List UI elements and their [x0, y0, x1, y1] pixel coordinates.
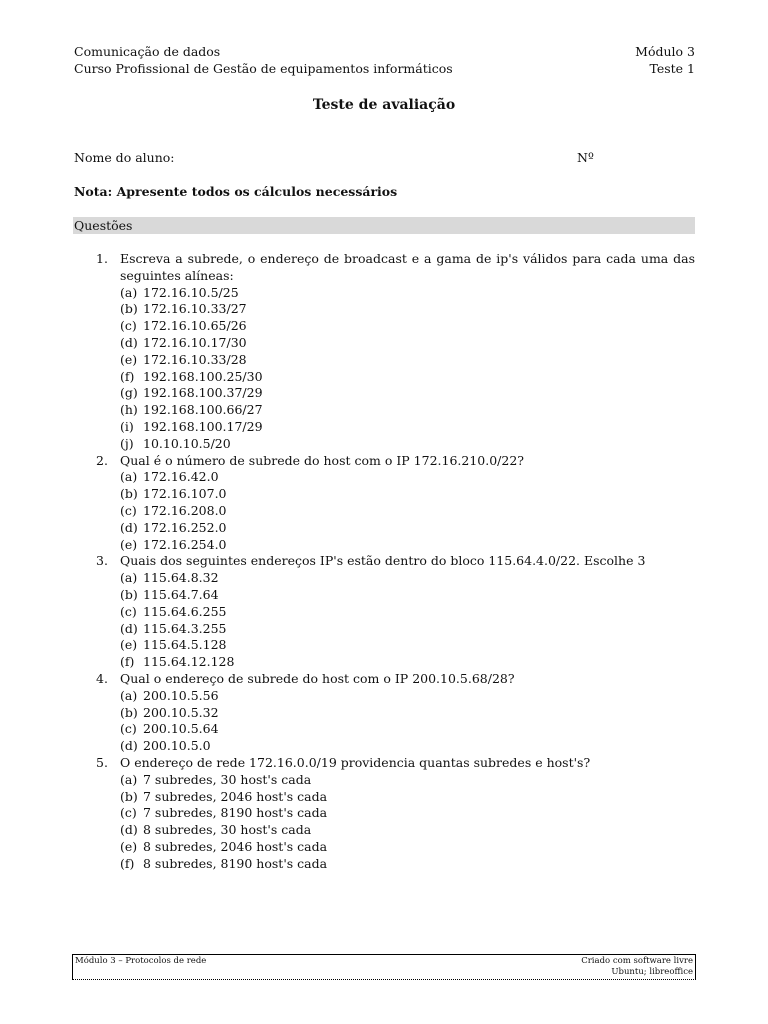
option-text: 7 subredes, 8190 host's cada — [143, 805, 328, 821]
course-name: Curso Profissional de Gestão de equipamentos informáticos — [74, 60, 453, 76]
answer-option — [120, 570, 695, 587]
option-label: (c) — [120, 318, 137, 334]
option-text: 172.16.10.33/28 — [143, 351, 247, 367]
footer-credit-line: Ubuntu; libreoffice — [611, 967, 693, 977]
option-text: 115.64.5.128 — [143, 637, 227, 653]
option-text: 10.10.10.5/20 — [143, 435, 231, 451]
answer-option — [120, 285, 695, 302]
option-label: (f) — [120, 368, 135, 384]
answer-option — [120, 369, 695, 386]
option-text: 8 subredes, 8190 host's cada — [143, 855, 328, 871]
option-label: (d) — [120, 822, 138, 838]
answer-option — [120, 335, 695, 352]
question-item — [74, 755, 695, 873]
option-label: (h) — [120, 402, 138, 418]
option-label: (a) — [120, 771, 138, 787]
option-text: 172.16.107.0 — [143, 486, 227, 502]
answer-option — [120, 856, 695, 873]
question-item — [74, 671, 695, 755]
question-number: 5. — [96, 754, 108, 770]
answer-option — [120, 789, 695, 806]
option-text: 115.64.12.128 — [143, 654, 235, 670]
answer-option — [120, 688, 695, 705]
option-label: (b) — [120, 301, 138, 317]
option-label: (a) — [120, 687, 138, 703]
answer-option — [120, 772, 695, 789]
option-label: (e) — [120, 637, 138, 653]
option-label: (b) — [120, 486, 138, 502]
option-text: 172.16.42.0 — [143, 469, 219, 485]
question-text: Escreva a subrede, o endereço de broadcast e a gama de ip's válidos para cada uma das seguintes alíneas: — [120, 251, 695, 283]
option-label: (c) — [120, 603, 137, 619]
option-text: 8 subredes, 30 host's cada — [143, 822, 312, 838]
answer-option — [120, 385, 695, 402]
answer-option — [120, 301, 695, 318]
answer-option — [120, 822, 695, 839]
option-text: 192.168.100.17/29 — [143, 418, 263, 434]
question-text: O endereço de rede 172.16.0.0/19 providencia quantas subredes e host's? — [120, 754, 591, 770]
question-text: Quais dos seguintes endereços IP's estão dentro do bloco 115.64.4.0/22. Escolhe 3 — [120, 553, 646, 569]
answer-option — [120, 419, 695, 436]
option-text: 172.16.208.0 — [143, 502, 227, 518]
question-number: 1. — [96, 251, 108, 266]
answer-option — [120, 436, 695, 453]
option-label: (j) — [120, 435, 134, 451]
answer-option — [120, 604, 695, 621]
answer-option — [120, 587, 695, 604]
footer-credits — [581, 956, 693, 978]
option-text: 8 subredes, 2046 host's cada — [143, 838, 328, 854]
option-label: (d) — [120, 738, 138, 754]
question-number: 2. — [96, 452, 108, 468]
option-label: (i) — [120, 418, 134, 434]
option-label: (f) — [120, 855, 135, 871]
question-text: Qual o endereço de subrede do host com o IP 200.10.5.68/28? — [120, 670, 515, 686]
option-text: 172.16.252.0 — [143, 519, 227, 535]
option-label: (e) — [120, 838, 138, 854]
question-number: 4. — [96, 670, 108, 686]
option-text: 200.10.5.56 — [143, 687, 219, 703]
option-label: (d) — [120, 334, 138, 350]
option-label: (b) — [120, 586, 138, 602]
option-label: (a) — [120, 469, 138, 485]
answer-option — [120, 402, 695, 419]
option-label: (c) — [120, 805, 137, 821]
student-info — [74, 150, 695, 165]
test-label: Teste 1 — [649, 60, 695, 76]
answer-option — [120, 503, 695, 520]
answer-option — [120, 469, 695, 486]
option-text: 7 subredes, 2046 host's cada — [143, 788, 328, 804]
option-text: 200.10.5.32 — [143, 704, 219, 720]
option-label: (a) — [120, 284, 138, 300]
option-text: 172.16.10.65/26 — [143, 318, 247, 334]
option-label: (g) — [120, 385, 138, 401]
section-header: Questões — [73, 217, 695, 234]
question-text: Qual é o número de subrede do host com o IP 172.16.210.0/22? — [120, 452, 524, 468]
option-label: (b) — [120, 704, 138, 720]
answer-option — [120, 721, 695, 738]
answer-option — [120, 318, 695, 335]
option-label: (e) — [120, 536, 138, 552]
option-label: (c) — [120, 502, 137, 518]
answer-option — [120, 654, 695, 671]
answer-option — [120, 738, 695, 755]
option-label: (d) — [120, 519, 138, 535]
option-text: 192.168.100.37/29 — [143, 385, 263, 401]
answer-option — [120, 805, 695, 822]
course-subject: Comunicação de dados — [74, 44, 221, 59]
option-text: 200.10.5.64 — [143, 721, 219, 737]
answer-option — [120, 352, 695, 369]
option-label: (a) — [120, 570, 138, 586]
question-item — [74, 553, 695, 671]
option-text: 192.168.100.25/30 — [143, 368, 263, 384]
option-text: 200.10.5.0 — [143, 738, 211, 754]
option-label: (f) — [120, 654, 135, 670]
option-text: 115.64.8.32 — [143, 570, 219, 586]
module-label: Módulo 3 — [635, 44, 695, 59]
option-text: 172.16.10.5/25 — [143, 284, 239, 300]
option-text: 115.64.7.64 — [143, 586, 219, 602]
answer-option — [120, 621, 695, 638]
footer-credit-line: Criado com software livre — [581, 956, 693, 966]
question-item — [74, 453, 695, 554]
page-title: Teste de avaliação — [312, 97, 456, 113]
option-text: 115.64.3.255 — [143, 620, 227, 636]
answer-option — [120, 637, 695, 654]
footer-module: Módulo 3 – Protocolos de rede — [75, 956, 207, 966]
option-text: 172.16.10.33/27 — [143, 301, 247, 317]
option-label: (c) — [120, 721, 137, 737]
question-item — [74, 251, 695, 453]
answer-option — [120, 537, 695, 554]
answer-option — [120, 705, 695, 722]
page-footer — [72, 954, 696, 980]
option-text: 172.16.10.17/30 — [143, 334, 247, 350]
answer-option — [120, 520, 695, 537]
student-name-label: Nome do aluno: — [74, 150, 175, 165]
student-number-label: Nº — [577, 150, 594, 165]
option-label: (e) — [120, 351, 138, 367]
option-text: 115.64.6.255 — [143, 603, 227, 619]
instruction-note: Nota: Apresente todos os cálculos necessários — [74, 184, 398, 199]
option-text: 172.16.254.0 — [143, 536, 227, 552]
option-text: 192.168.100.66/27 — [143, 402, 263, 418]
answer-option — [120, 486, 695, 503]
page-header — [74, 44, 695, 77]
question-list — [74, 251, 695, 872]
option-text: 7 subredes, 30 host's cada — [143, 771, 312, 787]
question-number: 3. — [96, 553, 108, 569]
answer-option — [120, 839, 695, 856]
option-label: (d) — [120, 620, 138, 636]
option-label: (b) — [120, 788, 138, 804]
